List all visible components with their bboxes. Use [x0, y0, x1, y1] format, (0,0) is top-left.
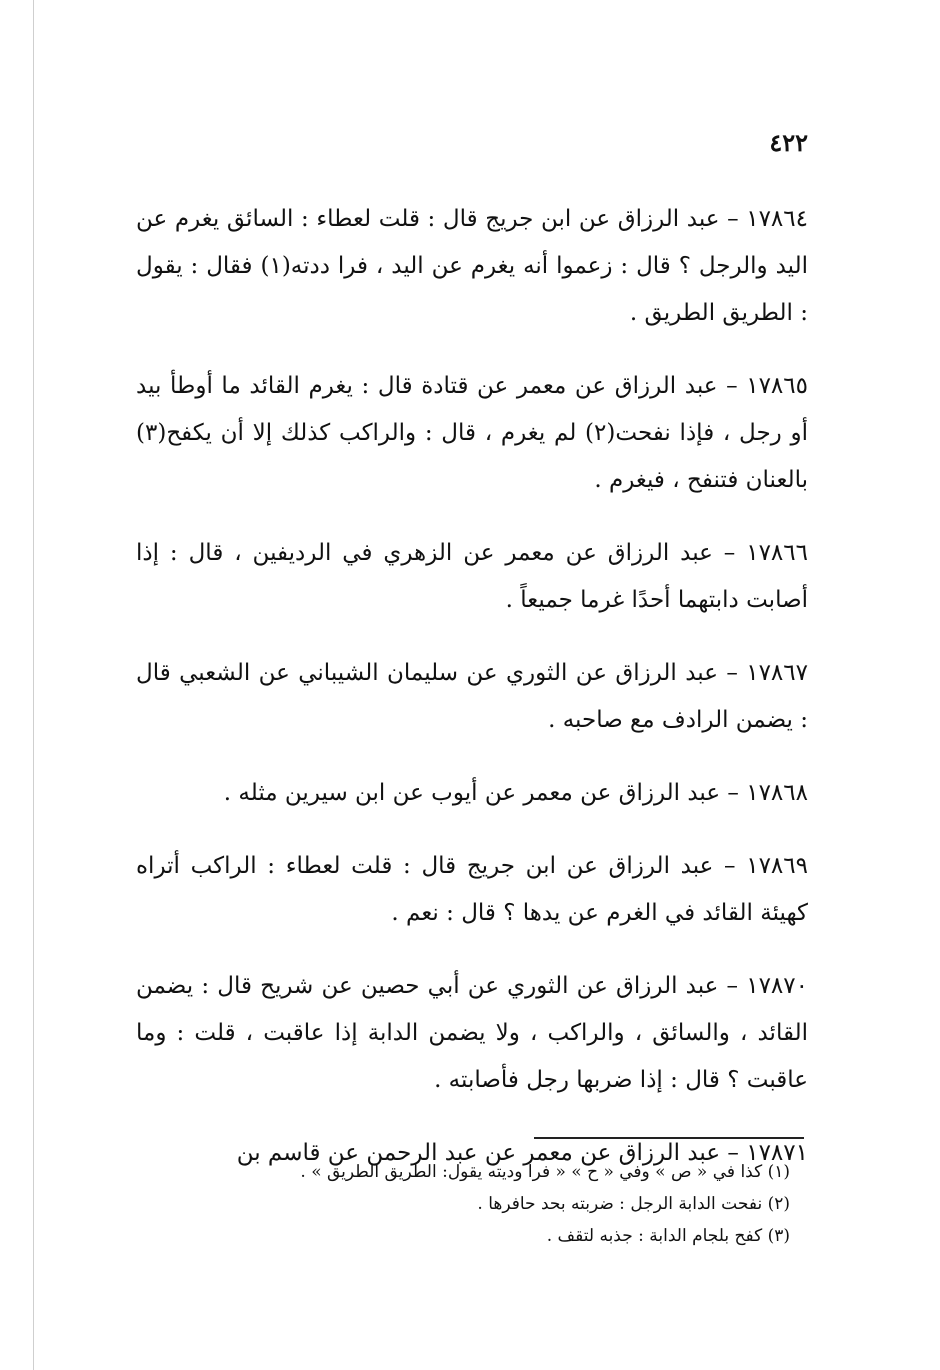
page-number: ٤٢٢	[769, 128, 808, 157]
hadith-17871: ١٧٨٧١ – عبد الرزاق عن معمر عن عبد الرحمن عن قاسم بن	[236, 1140, 808, 1166]
hadith-17867: ١٧٨٦٧ – عبد الرزاق عن الثوري عن سليمان الشيباني عن الشعبي قال : يضمن الرادف مع صاحبه .	[136, 660, 808, 733]
hadith-17870: ١٧٨٧٠ – عبد الرزاق عن الثوري عن أبي حصين عن شريح قال : يضمن القائد ، والسائق ، والراكب ، ولا يضمن الدابة إذا عاقبت ، قلت : وما عاقبت ؟ قال : إذا ضربها رجل فأصابته .	[136, 973, 808, 1093]
hadith-17869: ١٧٨٦٩ – عبد الرزاق عن ابن جريج قال : قلت لعطاء : الراكب أتراه كهيئة القائد في الغرم عن يدها ؟ قال : نعم .	[136, 853, 808, 926]
footnote-divider	[534, 1137, 804, 1139]
footnotes	[150, 1156, 790, 1252]
footnote-2: (٢) نفحت الدابة الرجل : ضربته بحد حافرها .	[477, 1194, 790, 1214]
hadith-17864: ١٧٨٦٤ – عبد الرزاق عن ابن جريج قال : قلت لعطاء : السائق يغرم عن اليد والرجل ؟ قال : زعموا أنه يغرم عن اليد ، فرا ددته(١) فقال : يقول : الطريق الطريق .	[136, 206, 808, 326]
hadith-17865: ١٧٨٦٥ – عبد الرزاق عن معمر عن قتادة قال : يغرم القائد ما أوطأ بيد أو رجل ، فإذا نفحت(٢) لم يغرم ، قال : والراكب كذلك إلا أن يكفح(٣) بالعنان فتنفح ، فيغرم .	[136, 373, 809, 493]
scan-edge-line	[33, 0, 34, 1370]
footnote-3: (٣) كفح بلجام الدابة : جذبه لتقف .	[546, 1226, 790, 1246]
hadith-list	[136, 196, 808, 1203]
hadith-17866: ١٧٨٦٦ – عبد الرزاق عن معمر عن الزهري في الرديفين ، قال : إذا أصابت دابتهما أحدًا غرما جميعاً .	[136, 540, 808, 613]
hadith-17868: ١٧٨٦٨ – عبد الرزاق عن معمر عن أيوب عن ابن سيرين مثله .	[223, 780, 808, 806]
footnote-1: (١) كذا في « ص » وفي « ح » « فرا وديته يقول: الطريق الطريق » .	[300, 1162, 790, 1182]
